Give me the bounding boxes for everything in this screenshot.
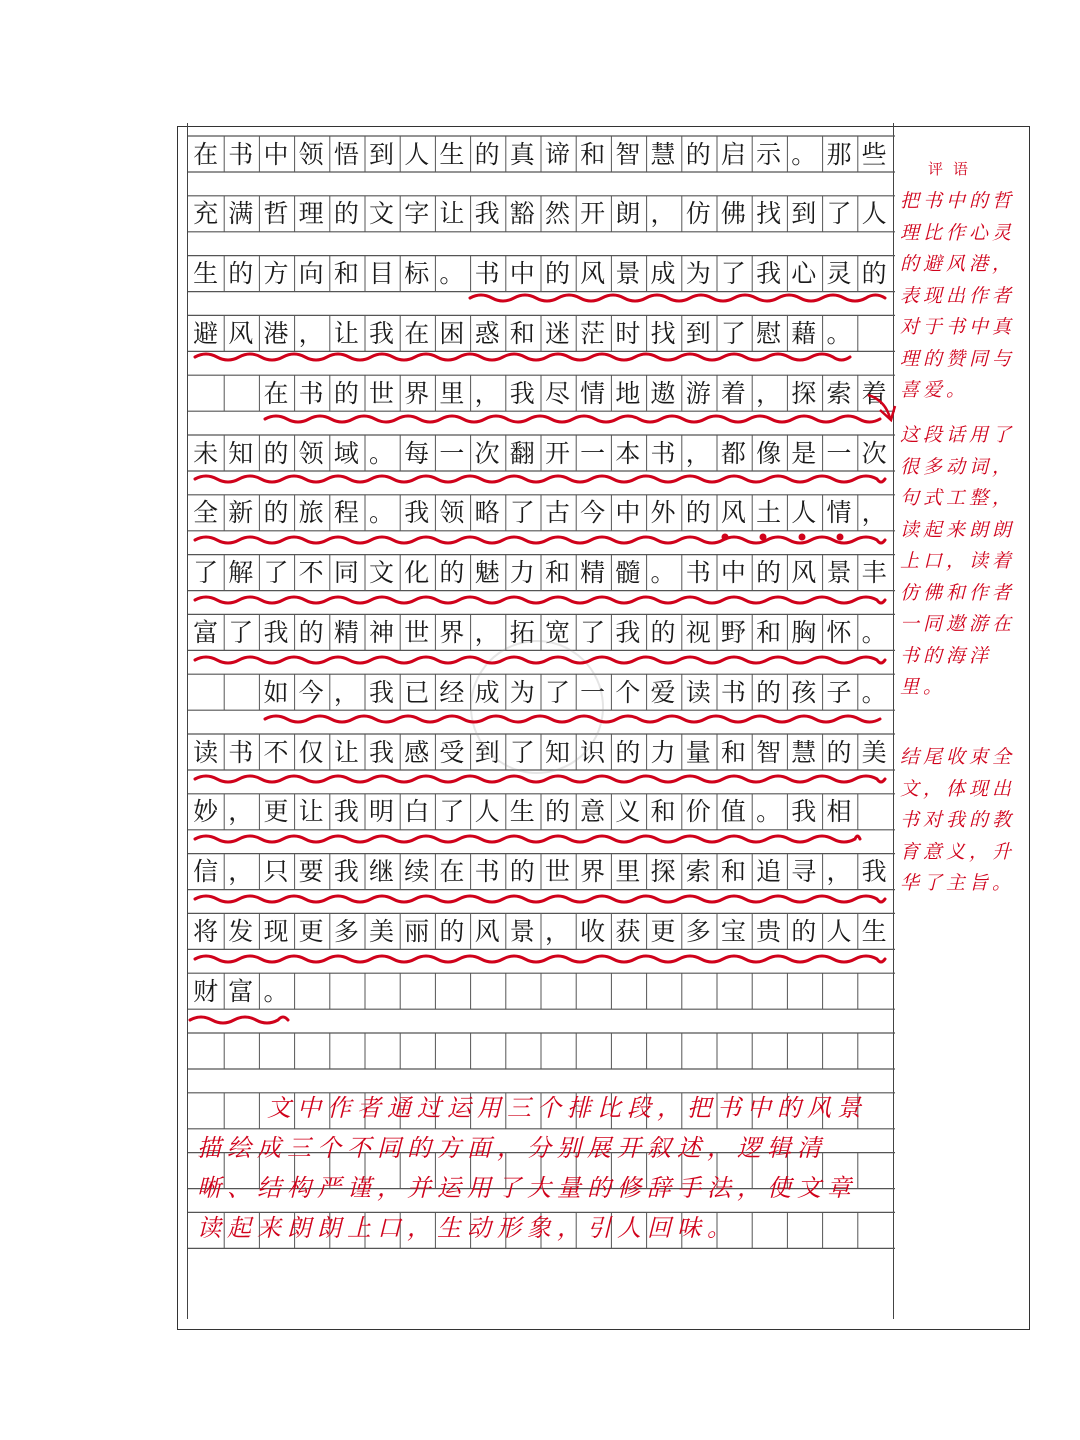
essay-char: 了 — [720, 318, 746, 348]
essay-char: 精 — [333, 617, 359, 647]
essay-char: 游 — [685, 378, 711, 408]
essay-line — [188, 315, 892, 351]
essay-char: 哲 — [263, 199, 289, 229]
essay-char: 我 — [369, 318, 395, 348]
essay-char: 灵 — [826, 259, 852, 289]
essay-char: 心 — [791, 259, 817, 289]
essay-char: 界 — [439, 617, 465, 647]
essay-char: 外 — [650, 498, 676, 528]
essay-char: 的 — [615, 737, 641, 767]
essay-char: 生 — [439, 139, 465, 169]
essay-char: 为 — [685, 259, 711, 289]
essay-char: 都 — [720, 438, 746, 468]
essay-char: 景 — [826, 558, 852, 588]
essay-char: 。 — [369, 498, 395, 528]
essay-char: 财 — [193, 976, 219, 1006]
essay-char: 风 — [720, 498, 746, 528]
essay-char: 寻 — [791, 857, 817, 887]
grid-cell-empty — [188, 375, 223, 411]
essay-line — [188, 913, 892, 949]
essay-char: 旅 — [298, 498, 324, 528]
essay-char: 藉 — [791, 318, 817, 348]
essay-char: 字 — [404, 199, 430, 229]
essay-char: 的 — [333, 378, 359, 408]
essay-char: 意 — [580, 797, 606, 827]
essay-char: ， — [650, 199, 676, 229]
essay-char: 些 — [861, 139, 887, 169]
essay-char: 智 — [615, 139, 641, 169]
essay-char: 和 — [544, 558, 570, 588]
essay-char: 我 — [369, 737, 395, 767]
essay-char: 更 — [263, 797, 289, 827]
essay-char: 索 — [826, 378, 852, 408]
essay-char: 了 — [228, 617, 254, 647]
essay-char: 景 — [509, 916, 535, 946]
essay-char: 一 — [826, 438, 852, 468]
essay-char: 一 — [580, 438, 606, 468]
essay-char: 本 — [615, 438, 641, 468]
essay-char: 要 — [298, 857, 324, 887]
essay-char: 的 — [439, 558, 465, 588]
essay-char: 港 — [263, 318, 289, 348]
essay-char: ， — [861, 498, 887, 528]
essay-char: 到 — [474, 737, 500, 767]
essay-char: 和 — [720, 857, 746, 887]
essay-char: 化 — [404, 558, 430, 588]
essay-char: 书 — [474, 259, 500, 289]
essay-char: 的 — [509, 857, 535, 887]
essay-char: 拓 — [509, 617, 535, 647]
essay-char: ， — [826, 857, 852, 887]
essay-char: 的 — [263, 438, 289, 468]
essay-char: 朗 — [615, 199, 641, 229]
essay-char: 探 — [791, 378, 817, 408]
essay-char: 精 — [580, 558, 606, 588]
essay-char: 困 — [439, 318, 465, 348]
essay-char: 探 — [650, 857, 676, 887]
essay-char: 佛 — [720, 199, 746, 229]
essay-char: 满 — [228, 199, 254, 229]
essay-char: 读 — [193, 737, 219, 767]
essay-char: 示 — [756, 139, 782, 169]
margin-comment-1: 把书中的哲理比作心灵的避风港，表现出作者对于书中真理的赞同与喜爱。 — [900, 190, 1016, 401]
essay-char: 生 — [193, 259, 219, 289]
essay-char: 在 — [263, 378, 289, 408]
essay-char: 明 — [369, 797, 395, 827]
essay-char: 让 — [333, 318, 359, 348]
essay-char: 迷 — [544, 318, 570, 348]
essay-char: 野 — [720, 617, 746, 647]
essay-char: 的 — [650, 617, 676, 647]
essay-char: 翻 — [509, 438, 535, 468]
essay-char: 量 — [685, 737, 711, 767]
essay-char: 知 — [228, 438, 254, 468]
essay-char: 索 — [685, 857, 711, 887]
essay-char: 更 — [650, 916, 676, 946]
essay-char: 书 — [650, 438, 676, 468]
essay-char: 人 — [474, 797, 500, 827]
essay-char: 我 — [861, 857, 887, 887]
essay-char: 未 — [193, 438, 219, 468]
essay-char: 追 — [756, 857, 782, 887]
essay-char: 豁 — [509, 199, 535, 229]
essay-char: ， — [298, 318, 324, 348]
essay-char: 是 — [791, 438, 817, 468]
essay-char: 仿 — [685, 199, 711, 229]
essay-char: 的 — [685, 498, 711, 528]
essay-char: ， — [474, 378, 500, 408]
essay-char: 时 — [615, 318, 641, 348]
essay-char: 义 — [615, 797, 641, 827]
essay-char: 里 — [615, 857, 641, 887]
essay-char: 世 — [404, 617, 430, 647]
essay-char: 景 — [615, 259, 641, 289]
essay-char: 我 — [756, 259, 782, 289]
essay-char: 和 — [580, 139, 606, 169]
essay-char: 充 — [193, 199, 219, 229]
essay-char: 我 — [474, 199, 500, 229]
essay-char: 慧 — [791, 737, 817, 767]
essay-char: 。 — [826, 318, 852, 348]
essay-char: 慰 — [756, 318, 782, 348]
essay-char: 丽 — [404, 916, 430, 946]
essay-char: 到 — [369, 139, 395, 169]
essay-char: 的 — [474, 139, 500, 169]
essay-char: 惑 — [474, 318, 500, 348]
essay-char: 人 — [791, 498, 817, 528]
essay-char: 和 — [720, 737, 746, 767]
essay-char: 尽 — [544, 378, 570, 408]
essay-char: 我 — [509, 378, 535, 408]
essay-char: 今 — [298, 677, 324, 707]
essay-char: 领 — [298, 438, 324, 468]
essay-char: 已 — [404, 677, 430, 707]
grid-cell-empty — [188, 674, 223, 710]
essay-char: 的 — [439, 916, 465, 946]
essay-line — [188, 794, 892, 830]
essay-char: 中 — [509, 259, 535, 289]
essay-char: 真 — [509, 139, 535, 169]
essay-char: 中 — [263, 139, 289, 169]
essay-char: 成 — [650, 259, 676, 289]
essay-char: 多 — [685, 916, 711, 946]
essay-char: 然 — [544, 199, 570, 229]
essay-char: 我 — [615, 617, 641, 647]
essay-char: 开 — [580, 199, 606, 229]
essay-char: 我 — [263, 617, 289, 647]
essay-char: 宝 — [720, 916, 746, 946]
essay-char: 髓 — [615, 558, 641, 588]
essay-char: ， — [685, 438, 711, 468]
essay-char: 孩 — [791, 677, 817, 707]
essay-char: 生 — [861, 916, 887, 946]
essay-char: 中 — [720, 558, 746, 588]
grid-cell-empty — [223, 375, 258, 411]
essay-char: 书 — [720, 677, 746, 707]
essay-char: 为 — [509, 677, 535, 707]
essay-char: 风 — [580, 259, 606, 289]
essay-char: 人 — [861, 199, 887, 229]
essay-char: 生 — [509, 797, 535, 827]
essay-char: 信 — [193, 857, 219, 887]
essay-char: 风 — [474, 916, 500, 946]
essay-char: 遨 — [650, 378, 676, 408]
essay-char: 更 — [298, 916, 324, 946]
essay-char: 慧 — [650, 139, 676, 169]
essay-line — [188, 973, 892, 1009]
essay-char: 到 — [685, 318, 711, 348]
essay-char: 我 — [369, 677, 395, 707]
essay-char: 的 — [756, 677, 782, 707]
essay-char: 略 — [474, 498, 500, 528]
essay-char: 不 — [263, 737, 289, 767]
essay-char: 书 — [298, 378, 324, 408]
essay-char: 文 — [369, 199, 395, 229]
essay-char: 如 — [263, 677, 289, 707]
essay-char: 茫 — [580, 318, 606, 348]
essay-char: 的 — [861, 259, 887, 289]
essay-char: 。 — [861, 617, 887, 647]
essay-char: 谛 — [544, 139, 570, 169]
essay-line — [188, 375, 892, 411]
essay-char: 子 — [826, 677, 852, 707]
margin-title: 评语 — [928, 160, 979, 178]
essay-char: 将 — [193, 916, 219, 946]
essay-char: 风 — [228, 318, 254, 348]
essay-char: 的 — [685, 139, 711, 169]
essay-char: 的 — [791, 916, 817, 946]
essay-char: 读 — [685, 677, 711, 707]
essay-char: ， — [544, 916, 570, 946]
essay-char: 古 — [544, 498, 570, 528]
essay-char: 宽 — [544, 617, 570, 647]
essay-char: 多 — [333, 916, 359, 946]
essay-char: 。 — [650, 558, 676, 588]
essay-char: 像 — [756, 438, 782, 468]
essay-char: 界 — [404, 378, 430, 408]
essay-char: 成 — [474, 677, 500, 707]
essay-line — [188, 435, 892, 471]
essay-char: 发 — [228, 916, 254, 946]
essay-char: 书 — [685, 558, 711, 588]
essay-char: ， — [228, 857, 254, 887]
essay-char: ， — [756, 378, 782, 408]
essay-char: 了 — [263, 558, 289, 588]
essay-char: 程 — [333, 498, 359, 528]
essay-char: 次 — [474, 438, 500, 468]
essay-char: 着 — [720, 378, 746, 408]
essay-char: 视 — [685, 617, 711, 647]
essay-char: 情 — [826, 498, 852, 528]
essay-char: 里 — [439, 378, 465, 408]
essay-char: 世 — [544, 857, 570, 887]
essay-char: 续 — [404, 857, 430, 887]
essay-line — [188, 854, 892, 890]
essay-char: 向 — [298, 259, 324, 289]
essay-char: 我 — [333, 797, 359, 827]
essay-char: 爱 — [650, 677, 676, 707]
essay-char: 开 — [544, 438, 570, 468]
essay-char: 受 — [439, 737, 465, 767]
essay-char: 找 — [650, 318, 676, 348]
margin-comment-2: 这段话用了很多动词，句式工整，读起来朗朗上口，读着仿佛和作者一同遨游在书的海洋里。 — [900, 424, 1016, 698]
essay-line — [188, 196, 892, 232]
essay-char: 文 — [369, 558, 395, 588]
essay-char: 和 — [509, 318, 535, 348]
essay-char: 让 — [333, 737, 359, 767]
margin-comment-3: 结尾收束全文，体现出书对我的教育意义，升华了主旨。 — [900, 746, 1016, 894]
essay-char: 。 — [756, 797, 782, 827]
essay-char: 力 — [650, 737, 676, 767]
essay-char: 。 — [369, 438, 395, 468]
essay-char: 丰 — [861, 558, 887, 588]
essay-char: 和 — [333, 259, 359, 289]
essay-char: 目 — [369, 259, 395, 289]
essay-char: 不 — [298, 558, 324, 588]
essay-char: ， — [474, 617, 500, 647]
summary-comment: 文中作者通过运用三个排比段，把书中的风景描绘成三个不同的方面，分别展开叙述，逻辑清晰、结构严谨，并运用了大量的修辞手法，使文章读起来朗朗上口，生动形象，引人回味。 — [197, 1094, 867, 1242]
essay-char: 情 — [580, 378, 606, 408]
essay-char: 悟 — [333, 139, 359, 169]
essay-char: 解 — [228, 558, 254, 588]
grid-cell-empty — [223, 674, 258, 710]
essay-char: 获 — [615, 916, 641, 946]
essay-char: 同 — [333, 558, 359, 588]
essay-char: 了 — [826, 199, 852, 229]
essay-char: 了 — [544, 677, 570, 707]
essay-char: 值 — [720, 797, 746, 827]
essay-char: 全 — [193, 498, 219, 528]
essay-char: 新 — [228, 498, 254, 528]
essay-char: 次 — [861, 438, 887, 468]
essay-char: 现 — [263, 916, 289, 946]
essay-char: 我 — [333, 857, 359, 887]
essay-char: 了 — [580, 617, 606, 647]
essay-char: 识 — [580, 737, 606, 767]
essay-char: 和 — [756, 617, 782, 647]
essay-char: 风 — [791, 558, 817, 588]
essay-char: 相 — [826, 797, 852, 827]
essay-char: 界 — [580, 857, 606, 887]
essay-line — [188, 136, 892, 172]
essay-char: 的 — [544, 797, 570, 827]
essay-char: 的 — [826, 737, 852, 767]
essay-char: 了 — [509, 498, 535, 528]
essay-char: 人 — [404, 139, 430, 169]
essay-char: 胸 — [791, 617, 817, 647]
essay-char: 在 — [404, 318, 430, 348]
essay-char: 让 — [439, 199, 465, 229]
essay-char: 了 — [720, 259, 746, 289]
essay-char: 怀 — [826, 617, 852, 647]
essay-char: 避 — [193, 318, 219, 348]
essay-char: 方 — [263, 259, 289, 289]
essay-char: 我 — [791, 797, 817, 827]
essay-char: 妙 — [193, 797, 219, 827]
essay-char: 理 — [298, 199, 324, 229]
essay-char: 我 — [404, 498, 430, 528]
essay-char: 地 — [615, 378, 641, 408]
essay-char: 今 — [580, 498, 606, 528]
essay-char: 的 — [544, 259, 570, 289]
essay-char: 找 — [756, 199, 782, 229]
essay-char: 启 — [720, 139, 746, 169]
essay-char: 到 — [791, 199, 817, 229]
essay-char: 。 — [439, 259, 465, 289]
essay-char: 书 — [228, 139, 254, 169]
essay-char: 美 — [369, 916, 395, 946]
essay-char: 了 — [193, 558, 219, 588]
essay-char: 经 — [439, 677, 465, 707]
essay-char: 继 — [369, 857, 395, 887]
essay-char: 的 — [298, 617, 324, 647]
essay-char: 土 — [756, 498, 782, 528]
essay-char: 感 — [404, 737, 430, 767]
essay-char: 。 — [263, 976, 289, 1006]
essay-char: 每 — [404, 438, 430, 468]
essay-char: 富 — [228, 976, 254, 1006]
essay-char: 世 — [369, 378, 395, 408]
essay-char: 魅 — [474, 558, 500, 588]
essay-char: 。 — [791, 139, 817, 169]
essay-char: 价 — [685, 797, 711, 827]
essay-char: 书 — [228, 737, 254, 767]
essay-char: 的 — [228, 259, 254, 289]
essay-char: 中 — [615, 498, 641, 528]
essay-char: 在 — [439, 857, 465, 887]
essay-char: 富 — [193, 617, 219, 647]
essay-char: 仅 — [298, 737, 324, 767]
essay-char: 域 — [333, 438, 359, 468]
essay-char: 让 — [298, 797, 324, 827]
essay-char: 。 — [861, 677, 887, 707]
essay-char: 白 — [404, 797, 430, 827]
essay-char: 的 — [756, 558, 782, 588]
essay-line — [188, 256, 892, 292]
essay-char: 个 — [615, 677, 641, 707]
essay-char: 和 — [650, 797, 676, 827]
essay-line — [188, 495, 892, 531]
essay-char: 美 — [861, 737, 887, 767]
essay-char: ， — [333, 677, 359, 707]
essay-line — [188, 555, 892, 591]
essay-char: 神 — [369, 617, 395, 647]
essay-char: 一 — [580, 677, 606, 707]
essay-char: 智 — [756, 737, 782, 767]
essay-char: 的 — [333, 199, 359, 229]
essay-char: 一 — [439, 438, 465, 468]
essay-char: 领 — [298, 139, 324, 169]
essay-char: 贵 — [756, 916, 782, 946]
essay-char: 只 — [263, 857, 289, 887]
essay-char: 力 — [509, 558, 535, 588]
essay-char: ， — [228, 797, 254, 827]
essay-char: 领 — [439, 498, 465, 528]
essay-char: 了 — [509, 737, 535, 767]
essay-char: 的 — [263, 498, 289, 528]
essay-char: 了 — [439, 797, 465, 827]
essay-char: 着 — [861, 378, 887, 408]
essay-char: 人 — [826, 916, 852, 946]
essay-char: 那 — [826, 139, 852, 169]
essay-char: 在 — [193, 139, 219, 169]
essay-char: 书 — [474, 857, 500, 887]
essay-char: 知 — [544, 737, 570, 767]
essay-char: 收 — [580, 916, 606, 946]
essay-char: 标 — [404, 259, 430, 289]
